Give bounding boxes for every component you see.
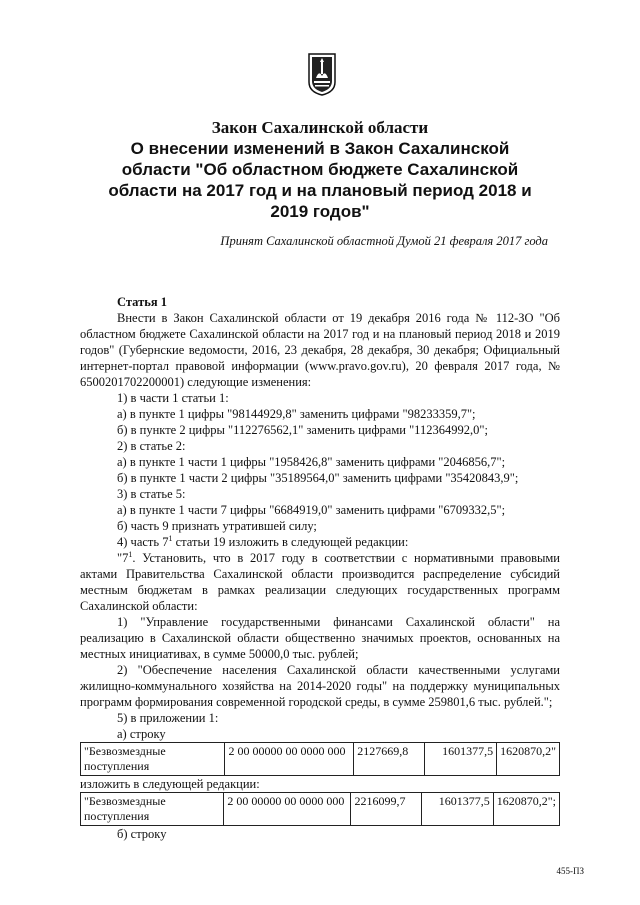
quoted-part-7-1: "$7^1$. Установить, что в 2017 году в соответствии с нормативными правовыми актами Правительства Сахалинской области производится распределение субсидий местным бюджетам в рамках реализации следующих государственных программ Сахалинской области: [80, 549, 560, 613]
table-cell: 2 00 00000 00 0000 000 [224, 793, 351, 826]
list-item: а) в пункте 1 части 1 цифры "1958426,8" заменить цифрами "2046856,7"; [117, 455, 506, 469]
document-code: 455-ПЗ [556, 866, 584, 876]
table-row [81, 793, 560, 826]
program-1: 1) "Управление государственными финансами Сахалинской области" на реализацию в Сахалинской области общественно значимых проектов, основанных на местных инициативах, в сумме 50000,0 тыс. рублей; [80, 615, 560, 661]
table-cell: 1620870,2" [497, 743, 560, 776]
list-item: б) часть 9 признать утратившей силу; [117, 519, 317, 533]
list-item: б) в пункте 1 части 2 цифры "35189564,0" заменить цифрами "35420843,9"; [117, 471, 519, 485]
budget-table-old [80, 742, 560, 776]
law-title: Закон Сахалинской области [211, 118, 429, 137]
table-cell: "Безвозмездные поступления [81, 743, 225, 776]
title-block [60, 118, 580, 222]
article-title: Статья 1 [117, 295, 167, 309]
table-cell: 2216099,7 [351, 793, 421, 826]
law-subtitle-line: О внесении изменений в Закон Сахалинской [130, 139, 510, 158]
law-subtitle-line: 2019 годов" [270, 202, 370, 221]
table-cell: 1620870,2"; [493, 793, 559, 826]
law-subtitle-line: области на 2017 год и на плановый период 2018 и [108, 181, 532, 200]
article-intro: Внести в Закон Сахалинской области от 19 декабря 2016 года № 112-ЗО "Об областном бюджете Сахалинской области на 2017 год и на плановый период 2018 и 2019 годов" (Губернские ведомости, 2016, 23 декабря, 28 декабря, 30 декабря; Официальный интернет-портал правовой информации (www.pravo.gov.ru), 20 февраля 2017 года, № 6500201702200001) следующие изменения: [80, 311, 560, 389]
list-item-4: 4) часть $7^1$ статьи 19 изложить в следующей редакции: [117, 533, 409, 549]
law-subtitle-line: области "Об областном бюджете Сахалинской [121, 160, 519, 179]
list-item-5a: а) строку [117, 727, 166, 741]
list-item: 1) в части 1 статьи 1: [117, 391, 229, 405]
table-cell: 1601377,5 [421, 793, 493, 826]
adoption-note: Принят Сахалинской областной Думой 21 февраля 2017 года [220, 234, 548, 248]
table-row [81, 743, 560, 776]
program-2: 2) "Обеспечение населения Сахалинской области качественными услугами жилищно-коммунального хозяйства на 2014-2020 годы" на поддержку муниципальных программ формирования современной городской среды, в сумме 259801,6 тыс. рублей."; [80, 663, 560, 709]
table-cell: 2127669,8 [354, 743, 424, 776]
list-item: б) в пункте 2 цифры "112276562,1" заменить цифрами "112364992,0"; [117, 423, 488, 437]
list-item: а) в пункте 1 части 7 цифры "6684919,0" заменить цифрами "6709332,5"; [117, 503, 506, 517]
list-item: а) в пункте 1 цифры "98144929,8" заменить цифрами "98233359,7"; [117, 407, 476, 421]
budget-table-new [80, 792, 560, 826]
list-item: 2) в статье 2: [117, 439, 186, 453]
table-cell: 1601377,5 [424, 743, 496, 776]
list-item-5b: б) строку [117, 827, 167, 841]
coat-of-arms-icon [307, 52, 337, 96]
table-cell: 2 00 00000 00 0000 000 [225, 743, 354, 776]
replace-instruction: изложить в следующей редакции: [80, 777, 260, 791]
article-1 [80, 294, 560, 842]
list-item: 3) в статье 5: [117, 487, 186, 501]
table-cell: "Безвозмездные поступления [81, 793, 224, 826]
list-item-5: 5) в приложении 1: [117, 711, 219, 725]
